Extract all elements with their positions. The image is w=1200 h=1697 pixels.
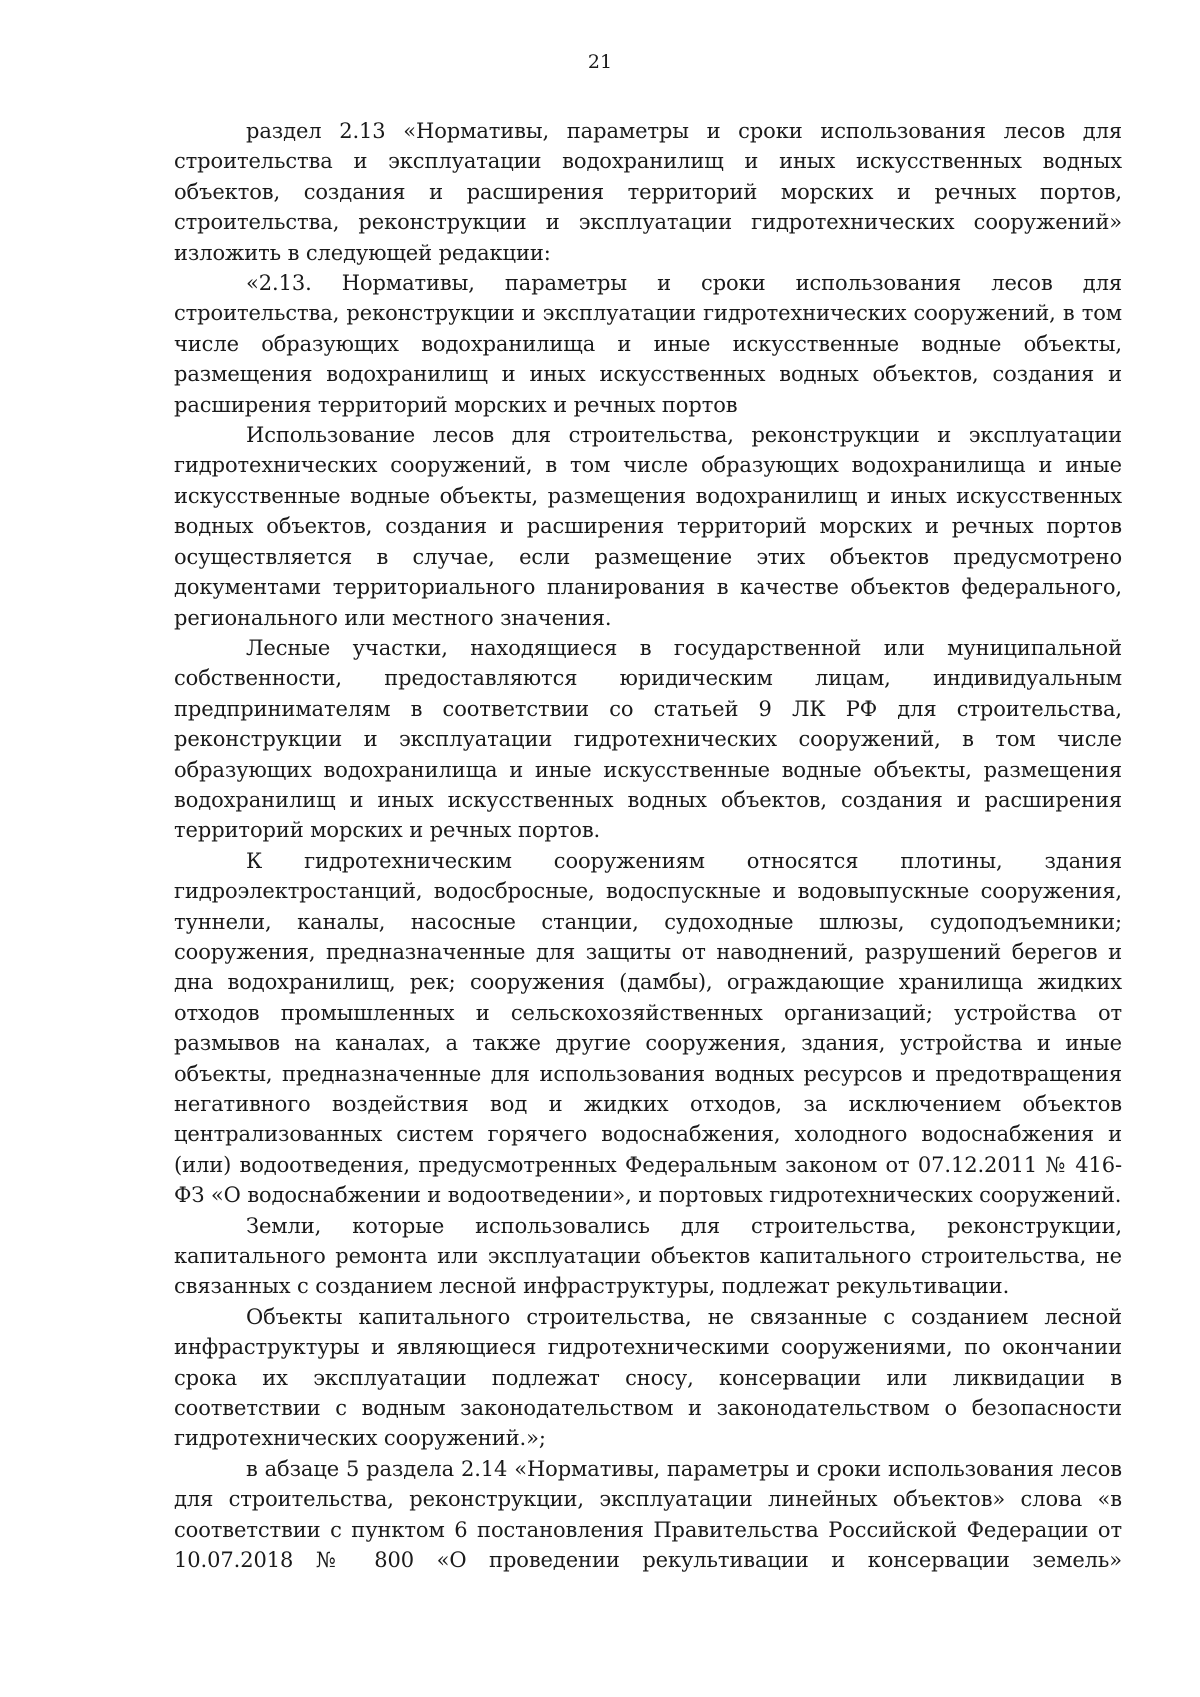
page-number: 21 (587, 51, 613, 73)
paragraph-section-2-13-heading: «2.13. Нормативы, параметры и сроки использования лесов для строительства, реконструкции и эксплуатации гидротехнических сооружений, в том числе образующих водохранилища и иные искусственные водные объекты, размещения водохранилищ и иных искусственных водных объектов, создания и расширения территорий морских и речных портов (174, 271, 1122, 417)
paragraph-capital-construction: Объекты капитального строительства, не связанные с созданием лесной инфраструктуры и являющиеся гидротехническими сооружениями, по окончании срока их эксплуатации подлежат сносу, консервации или ликвидации в соответствии с водным законодательством и законодательством о безопасности гидротехнических сооружений.»; (174, 1304, 1122, 1451)
document-body (174, 116, 1122, 1576)
paragraph-forest-use: Использование лесов для строительства, реконструкции и эксплуатации гидротехнических сооружений, в том числе образующих водохранилища и иные искусственные водные объекты, размещения водохранилищ и иных искусственных водных объектов, создания и расширения территорий морских и речных портов осуществляется в случае, если размещение этих объектов предусмотрено документами территориального планирования в качестве объектов федерального, регионального или местного значения. (174, 423, 1122, 630)
paragraph-section-2-14: в абзаце 5 раздела 2.14 «Нормативы, параметры и сроки использования лесов для строительства, реконструкции, эксплуатации линейных объектов» слова «в соответствии с пунктом 6 постановления Правительства Российской Федерации от 10.07.2018 № 800 «О проведении рекультивации и консервации земель» (174, 1456, 1122, 1573)
paragraph-forest-plots: Лесные участки, находящиеся в государственной или муниципальной собственности, предоставляются юридическим лицам, индивидуальным предпринимателям в соответствии со статьей 9 ЛК РФ для строительства, реконструкции и эксплуатации гидротехнических сооружений, в том числе образующих водохранилища и иные искусственные водные объекты, размещения водохранилищ и иных искусственных водных объектов, создания и расширения территорий морских и речных портов. (174, 635, 1122, 843)
paragraph-hydraulic-structures: К гидротехническим сооружениям относятся плотины, здания гидроэлектростанций, водосбросные, водоспускные и водовыпускные сооружения, туннели, каналы, насосные станции, судоходные шлюзы, судоподъемники; сооружения, предназначенные для защиты от наводнений, разрушений берегов и дна водохранилищ, рек; сооружения (дамбы), ограждающие хранилища жидких отходов промышленных и сельскохозяйственных организаций; устройства от размывов на каналах, а также другие сооружения, здания, устройства и иные объекты, предназначенные для использования водных ресурсов и предотвращения негативного воздействия вод и жидких отходов, за исключением объектов централизованных систем горячего водоснабжения, холодного водоснабжения и (или) водоотведения, предусмотренных Федеральным законом от 07.12.2011 № 416-ФЗ «О водоснабжении и водоотведении», и портовых гидротехнических сооружений. (174, 848, 1122, 1208)
paragraph-land-reclamation: Земли, которые использовались для строительства, реконструкции, капитального ремонта или эксплуатации объектов капитального строительства, не связанных с созданием лесной инфраструктуры, подлежат рекультивации. (174, 1213, 1122, 1299)
paragraph-section-2-13-intro: раздел 2.13 «Нормативы, параметры и сроки использования лесов для строительства и эксплуатации водохранилищ и иных искусственных водных объектов, создания и расширения территорий морских и речных портов, строительства, реконструкции и эксплуатации гидротехнических сооружений» изложить в следующей редакции: (174, 119, 1122, 265)
